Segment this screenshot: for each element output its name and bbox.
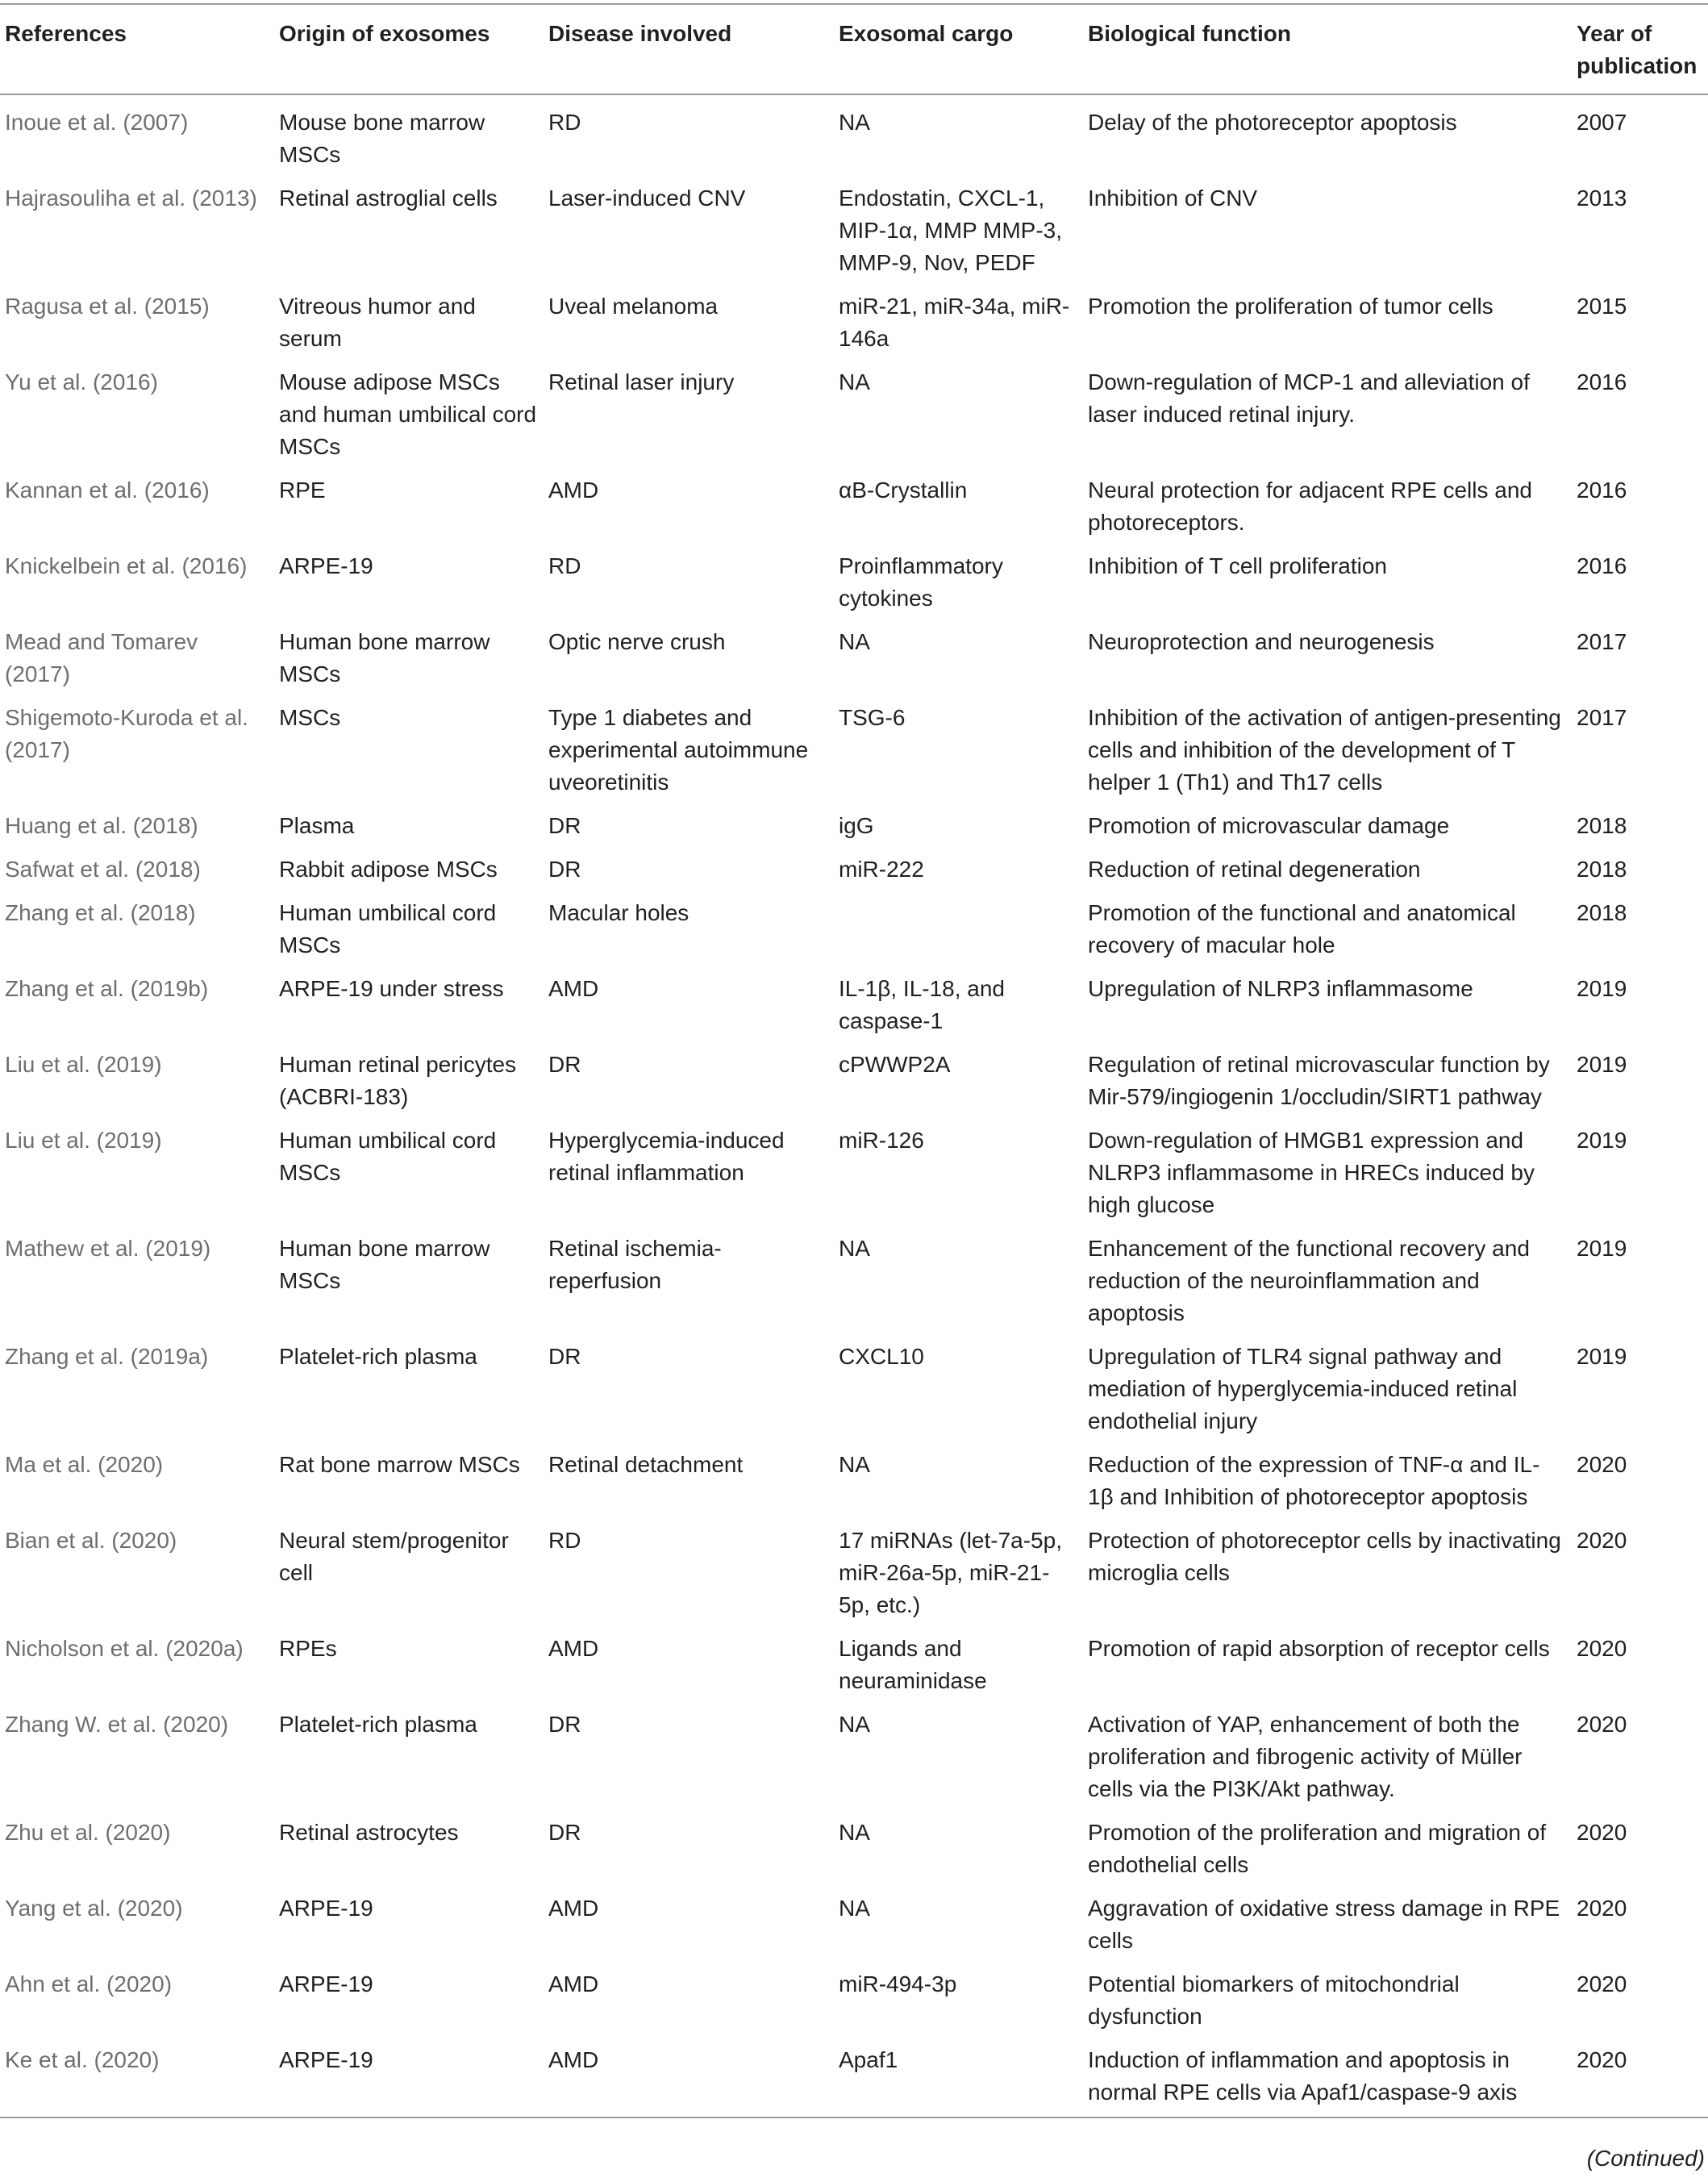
cell-origin: ARPE-19 <box>279 2047 373 2072</box>
cell-disease: DR <box>548 1344 581 1369</box>
table-row <box>0 1957 1708 2033</box>
cell-disease: AMD <box>548 2047 599 2072</box>
cell-cargo: IL-1β, IL-18, and caspase-1 <box>839 976 1006 1033</box>
cell-origin: Plasma <box>279 813 355 838</box>
cell-origin: Human bone marrow MSCs <box>279 629 490 686</box>
table-row <box>0 355 1708 463</box>
cell-function: Neural protection for adjacent RPE cells and photoreceptors. <box>1088 478 1532 535</box>
cell-origin: Human retinal pericytes (ACBRI-183) <box>279 1052 517 1109</box>
cell-cargo: NA <box>839 629 870 654</box>
cell-origin: ARPE-19 <box>279 553 373 578</box>
table-row <box>0 1113 1708 1221</box>
header-origin-of-exosomes: Origin of exosomes <box>279 21 490 46</box>
cell-reference: Zhang W. et al. (2020) <box>5 1712 229 1737</box>
cell-cargo: TSG-6 <box>839 705 906 730</box>
cell-disease: AMD <box>548 976 599 1001</box>
cell-cargo: Apaf1 <box>839 2047 898 2072</box>
cell-origin: Retinal astrocytes <box>279 1820 459 1845</box>
cell-cargo: NA <box>839 1236 870 1261</box>
cell-origin: ARPE-19 under stress <box>279 976 504 1001</box>
table-row <box>0 1805 1708 1881</box>
cell-year: 2020 <box>1577 1636 1627 1661</box>
table-row <box>0 1037 1708 1113</box>
cell-disease: Retinal laser injury <box>548 369 735 394</box>
table-row <box>0 1513 1708 1621</box>
cell-function: Regulation of retinal microvascular function by Mir-579/ingiogenin 1/occludin/SIRT1 pathway <box>1088 1052 1550 1109</box>
cell-function: Inhibition of T cell proliferation <box>1088 553 1387 578</box>
cell-cargo: miR-222 <box>839 857 924 882</box>
cell-cargo: NA <box>839 1452 870 1477</box>
header-biological-function: Biological function <box>1088 21 1291 46</box>
cell-disease: Type 1 diabetes and experimental autoimmune uveoretinitis <box>548 705 809 795</box>
table-row <box>0 1697 1708 1805</box>
cell-origin: Human umbilical cord MSCs <box>279 1128 497 1185</box>
cell-disease: AMD <box>548 1971 599 1996</box>
cell-function: Upregulation of TLR4 signal pathway and mediation of hyperglycemia-induced retinal endothelial injury <box>1088 1344 1518 1433</box>
cell-disease: AMD <box>548 1896 599 1921</box>
cell-cargo: Endostatin, CXCL-1, MIP-1α, MMP MMP-3, MMP-9, Nov, PEDF <box>839 186 1063 275</box>
cell-year: 2013 <box>1577 186 1627 211</box>
cell-function: Inhibition of the activation of antigen-presenting cells and inhibition of the development of T helper 1 (Th1) and Th17 cells <box>1088 705 1561 795</box>
cell-function: Promotion the proliferation of tumor cells <box>1088 294 1493 319</box>
cell-origin: Platelet-rich plasma <box>279 1712 477 1737</box>
cell-reference: Ahn et al. (2020) <box>5 1971 173 1996</box>
cell-reference: Nicholson et al. (2020a) <box>5 1636 244 1661</box>
cell-year: 2020 <box>1577 1820 1627 1845</box>
cell-reference: Huang et al. (2018) <box>5 813 198 838</box>
cell-disease: RD <box>548 553 581 578</box>
cell-reference: Knickelbein et al. (2016) <box>5 553 248 578</box>
table-row <box>0 1437 1708 1513</box>
cell-cargo: NA <box>839 369 870 394</box>
cell-origin: Rabbit adipose MSCs <box>279 857 498 882</box>
cell-reference: Bian et al. (2020) <box>5 1528 177 1553</box>
cell-disease: Uveal melanoma <box>548 294 719 319</box>
cell-cargo: miR-494-3p <box>839 1971 957 1996</box>
cell-year: 2015 <box>1577 294 1627 319</box>
cell-reference: Safwat et al. (2018) <box>5 857 201 882</box>
exosome-reference-table <box>0 3 1708 2118</box>
cell-year: 2020 <box>1577 2047 1627 2072</box>
cell-function: Reduction of the expression of TNF-α and IL-1β and Inhibition of photoreceptor apoptosis <box>1088 1452 1540 1509</box>
cell-reference: Zhang et al. (2019b) <box>5 976 209 1001</box>
cell-function: Induction of inflammation and apoptosis in normal RPE cells via Apaf1/caspase-9 axis <box>1088 2047 1518 2105</box>
cell-reference: Mead and Tomarev (2017) <box>5 629 198 686</box>
cell-reference: Zhu et al. (2020) <box>5 1820 171 1845</box>
table-row <box>0 94 1708 171</box>
cell-origin: Human umbilical cord MSCs <box>279 900 497 957</box>
cell-cargo: αB-Crystallin <box>839 478 968 503</box>
cell-origin: Mouse adipose MSCs and human umbilical cord MSCs <box>279 369 537 459</box>
cell-origin: Neural stem/progenitor cell <box>279 1528 509 1585</box>
cell-function: Activation of YAP, enhancement of both the proliferation and fibrogenic activity of Müller cells via the PI3K/Akt pathway. <box>1088 1712 1523 1801</box>
table-row <box>0 1221 1708 1329</box>
cell-origin: RPEs <box>279 1636 337 1661</box>
header-row <box>0 4 1708 94</box>
cell-reference: Liu et al. (2019) <box>5 1128 162 1153</box>
cell-disease: Macular holes <box>548 900 689 925</box>
cell-year: 2007 <box>1577 110 1627 135</box>
cell-reference: Kannan et al. (2016) <box>5 478 210 503</box>
cell-function: Promotion of the proliferation and migration of endothelial cells <box>1088 1820 1547 1877</box>
cell-disease: Hyperglycemia-induced retinal inflammation <box>548 1128 785 1185</box>
cell-year: 2020 <box>1577 1896 1627 1921</box>
header-year-of-publication: Year of publication <box>1577 21 1698 78</box>
cell-function: Potential biomarkers of mitochondrial dysfunction <box>1088 1971 1460 2029</box>
table-row <box>0 279 1708 355</box>
cell-disease: AMD <box>548 478 599 503</box>
cell-cargo: CXCL10 <box>839 1344 924 1369</box>
cell-year: 2017 <box>1577 705 1627 730</box>
cell-cargo: 17 miRNAs (let-7a-5p, miR-26a-5p, miR-21-5p, etc.) <box>839 1528 1062 1617</box>
cell-disease: Laser-induced CNV <box>548 186 746 211</box>
cell-function: Promotion of microvascular damage <box>1088 813 1450 838</box>
cell-function: Upregulation of NLRP3 inflammasome <box>1088 976 1473 1001</box>
cell-function: Down-regulation of MCP-1 and alleviation of laser induced retinal injury. <box>1088 369 1530 427</box>
cell-origin: ARPE-19 <box>279 1896 373 1921</box>
cell-reference: Yang et al. (2020) <box>5 1896 183 1921</box>
table-row <box>0 615 1708 690</box>
cell-reference: Liu et al. (2019) <box>5 1052 162 1077</box>
cell-origin: RPE <box>279 478 326 503</box>
cell-function: Protection of photoreceptor cells by inactivating microglia cells <box>1088 1528 1561 1585</box>
cell-year: 2020 <box>1577 1971 1627 1996</box>
cell-cargo: Proinflammatory cytokines <box>839 553 1003 611</box>
table-row <box>0 539 1708 615</box>
cell-function: Enhancement of the functional recovery and reduction of the neuroinflammation and apoptosis <box>1088 1236 1530 1325</box>
cell-cargo: NA <box>839 1896 870 1921</box>
cell-cargo: miR-21, miR-34a, miR-146a <box>839 294 1070 351</box>
cell-year: 2017 <box>1577 629 1627 654</box>
cell-year: 2020 <box>1577 1712 1627 1737</box>
cell-function: Inhibition of CNV <box>1088 186 1258 211</box>
table-row <box>0 842 1708 886</box>
cell-year: 2020 <box>1577 1452 1627 1477</box>
cell-cargo: Ligands and neuraminidase <box>839 1636 987 1693</box>
cell-origin: ARPE-19 <box>279 1971 373 1996</box>
cell-year: 2019 <box>1577 1052 1627 1077</box>
cell-disease: DR <box>548 1820 581 1845</box>
cell-year: 2019 <box>1577 976 1627 1001</box>
cell-year: 2016 <box>1577 553 1627 578</box>
cell-reference: Zhang et al. (2018) <box>5 900 196 925</box>
cell-function: Promotion of the functional and anatomical recovery of macular hole <box>1088 900 1516 957</box>
cell-year: 2016 <box>1577 478 1627 503</box>
cell-cargo <box>834 886 1083 962</box>
cell-year: 2019 <box>1577 1344 1627 1369</box>
header-references: References <box>5 21 127 46</box>
cell-cargo: miR-126 <box>839 1128 924 1153</box>
table-row <box>0 463 1708 539</box>
cell-reference: Mathew et al. (2019) <box>5 1236 211 1261</box>
table-row <box>0 886 1708 962</box>
cell-reference: Zhang et al. (2019a) <box>5 1344 209 1369</box>
cell-origin: Rat bone marrow MSCs <box>279 1452 520 1477</box>
cell-origin: Human bone marrow MSCs <box>279 1236 490 1293</box>
cell-disease: AMD <box>548 1636 599 1661</box>
cell-reference: Inoue et al. (2007) <box>5 110 189 135</box>
cell-year: 2019 <box>1577 1236 1627 1261</box>
cell-origin: Retinal astroglial cells <box>279 186 498 211</box>
table-body <box>0 94 1708 2117</box>
cell-disease: DR <box>548 1052 581 1077</box>
table-row <box>0 1621 1708 1697</box>
cell-function: Delay of the photoreceptor apoptosis <box>1088 110 1457 135</box>
continued-note: (Continued) <box>1586 2146 1705 2171</box>
cell-reference: Ke et al. (2020) <box>5 2047 160 2072</box>
cell-function: Reduction of retinal degeneration <box>1088 857 1421 882</box>
table-row <box>0 1329 1708 1437</box>
cell-year: 2019 <box>1577 1128 1627 1153</box>
cell-year: 2020 <box>1577 1528 1627 1553</box>
table-row <box>0 799 1708 842</box>
cell-cargo: NA <box>839 1712 870 1737</box>
cell-year: 2018 <box>1577 857 1627 882</box>
cell-disease: RD <box>548 110 581 135</box>
cell-cargo: cPWWP2A <box>839 1052 951 1077</box>
cell-cargo: igG <box>839 813 874 838</box>
table-header <box>0 4 1708 94</box>
cell-disease: DR <box>548 857 581 882</box>
cell-function: Promotion of rapid absorption of receptor cells <box>1088 1636 1550 1661</box>
cell-reference: Ragusa et al. (2015) <box>5 294 210 319</box>
table-row <box>0 962 1708 1037</box>
cell-function: Neuroprotection and neurogenesis <box>1088 629 1435 654</box>
cell-origin: Vitreous humor and serum <box>279 294 476 351</box>
cell-function: Aggravation of oxidative stress damage in RPE cells <box>1088 1896 1560 1953</box>
cell-year: 2018 <box>1577 900 1627 925</box>
table-row <box>0 690 1708 799</box>
cell-origin: MSCs <box>279 705 341 730</box>
table-row <box>0 1881 1708 1957</box>
cell-function: Down-regulation of HMGB1 expression and NLRP3 inflammasome in HRECs induced by high glucose <box>1088 1128 1535 1217</box>
cell-disease: Optic nerve crush <box>548 629 726 654</box>
cell-disease: DR <box>548 1712 581 1737</box>
cell-origin: Mouse bone marrow MSCs <box>279 110 485 167</box>
cell-reference: Ma et al. (2020) <box>5 1452 164 1477</box>
cell-reference: Yu et al. (2016) <box>5 369 158 394</box>
cell-disease: RD <box>548 1528 581 1553</box>
cell-year: 2018 <box>1577 813 1627 838</box>
cell-year: 2016 <box>1577 369 1627 394</box>
cell-disease: Retinal ischemia-reperfusion <box>548 1236 722 1293</box>
table-row <box>0 2033 1708 2117</box>
table-row <box>0 171 1708 279</box>
cell-disease: Retinal detachment <box>548 1452 744 1477</box>
cell-origin: Platelet-rich plasma <box>279 1344 477 1369</box>
cell-reference: Shigemoto-Kuroda et al. (2017) <box>5 705 248 762</box>
cell-reference: Hajrasouliha et al. (2013) <box>5 186 257 211</box>
cell-disease: DR <box>548 813 581 838</box>
header-disease-involved: Disease involved <box>548 21 732 46</box>
header-exosomal-cargo: Exosomal cargo <box>839 21 1014 46</box>
cell-cargo: NA <box>839 110 870 135</box>
cell-cargo: NA <box>839 1820 870 1845</box>
